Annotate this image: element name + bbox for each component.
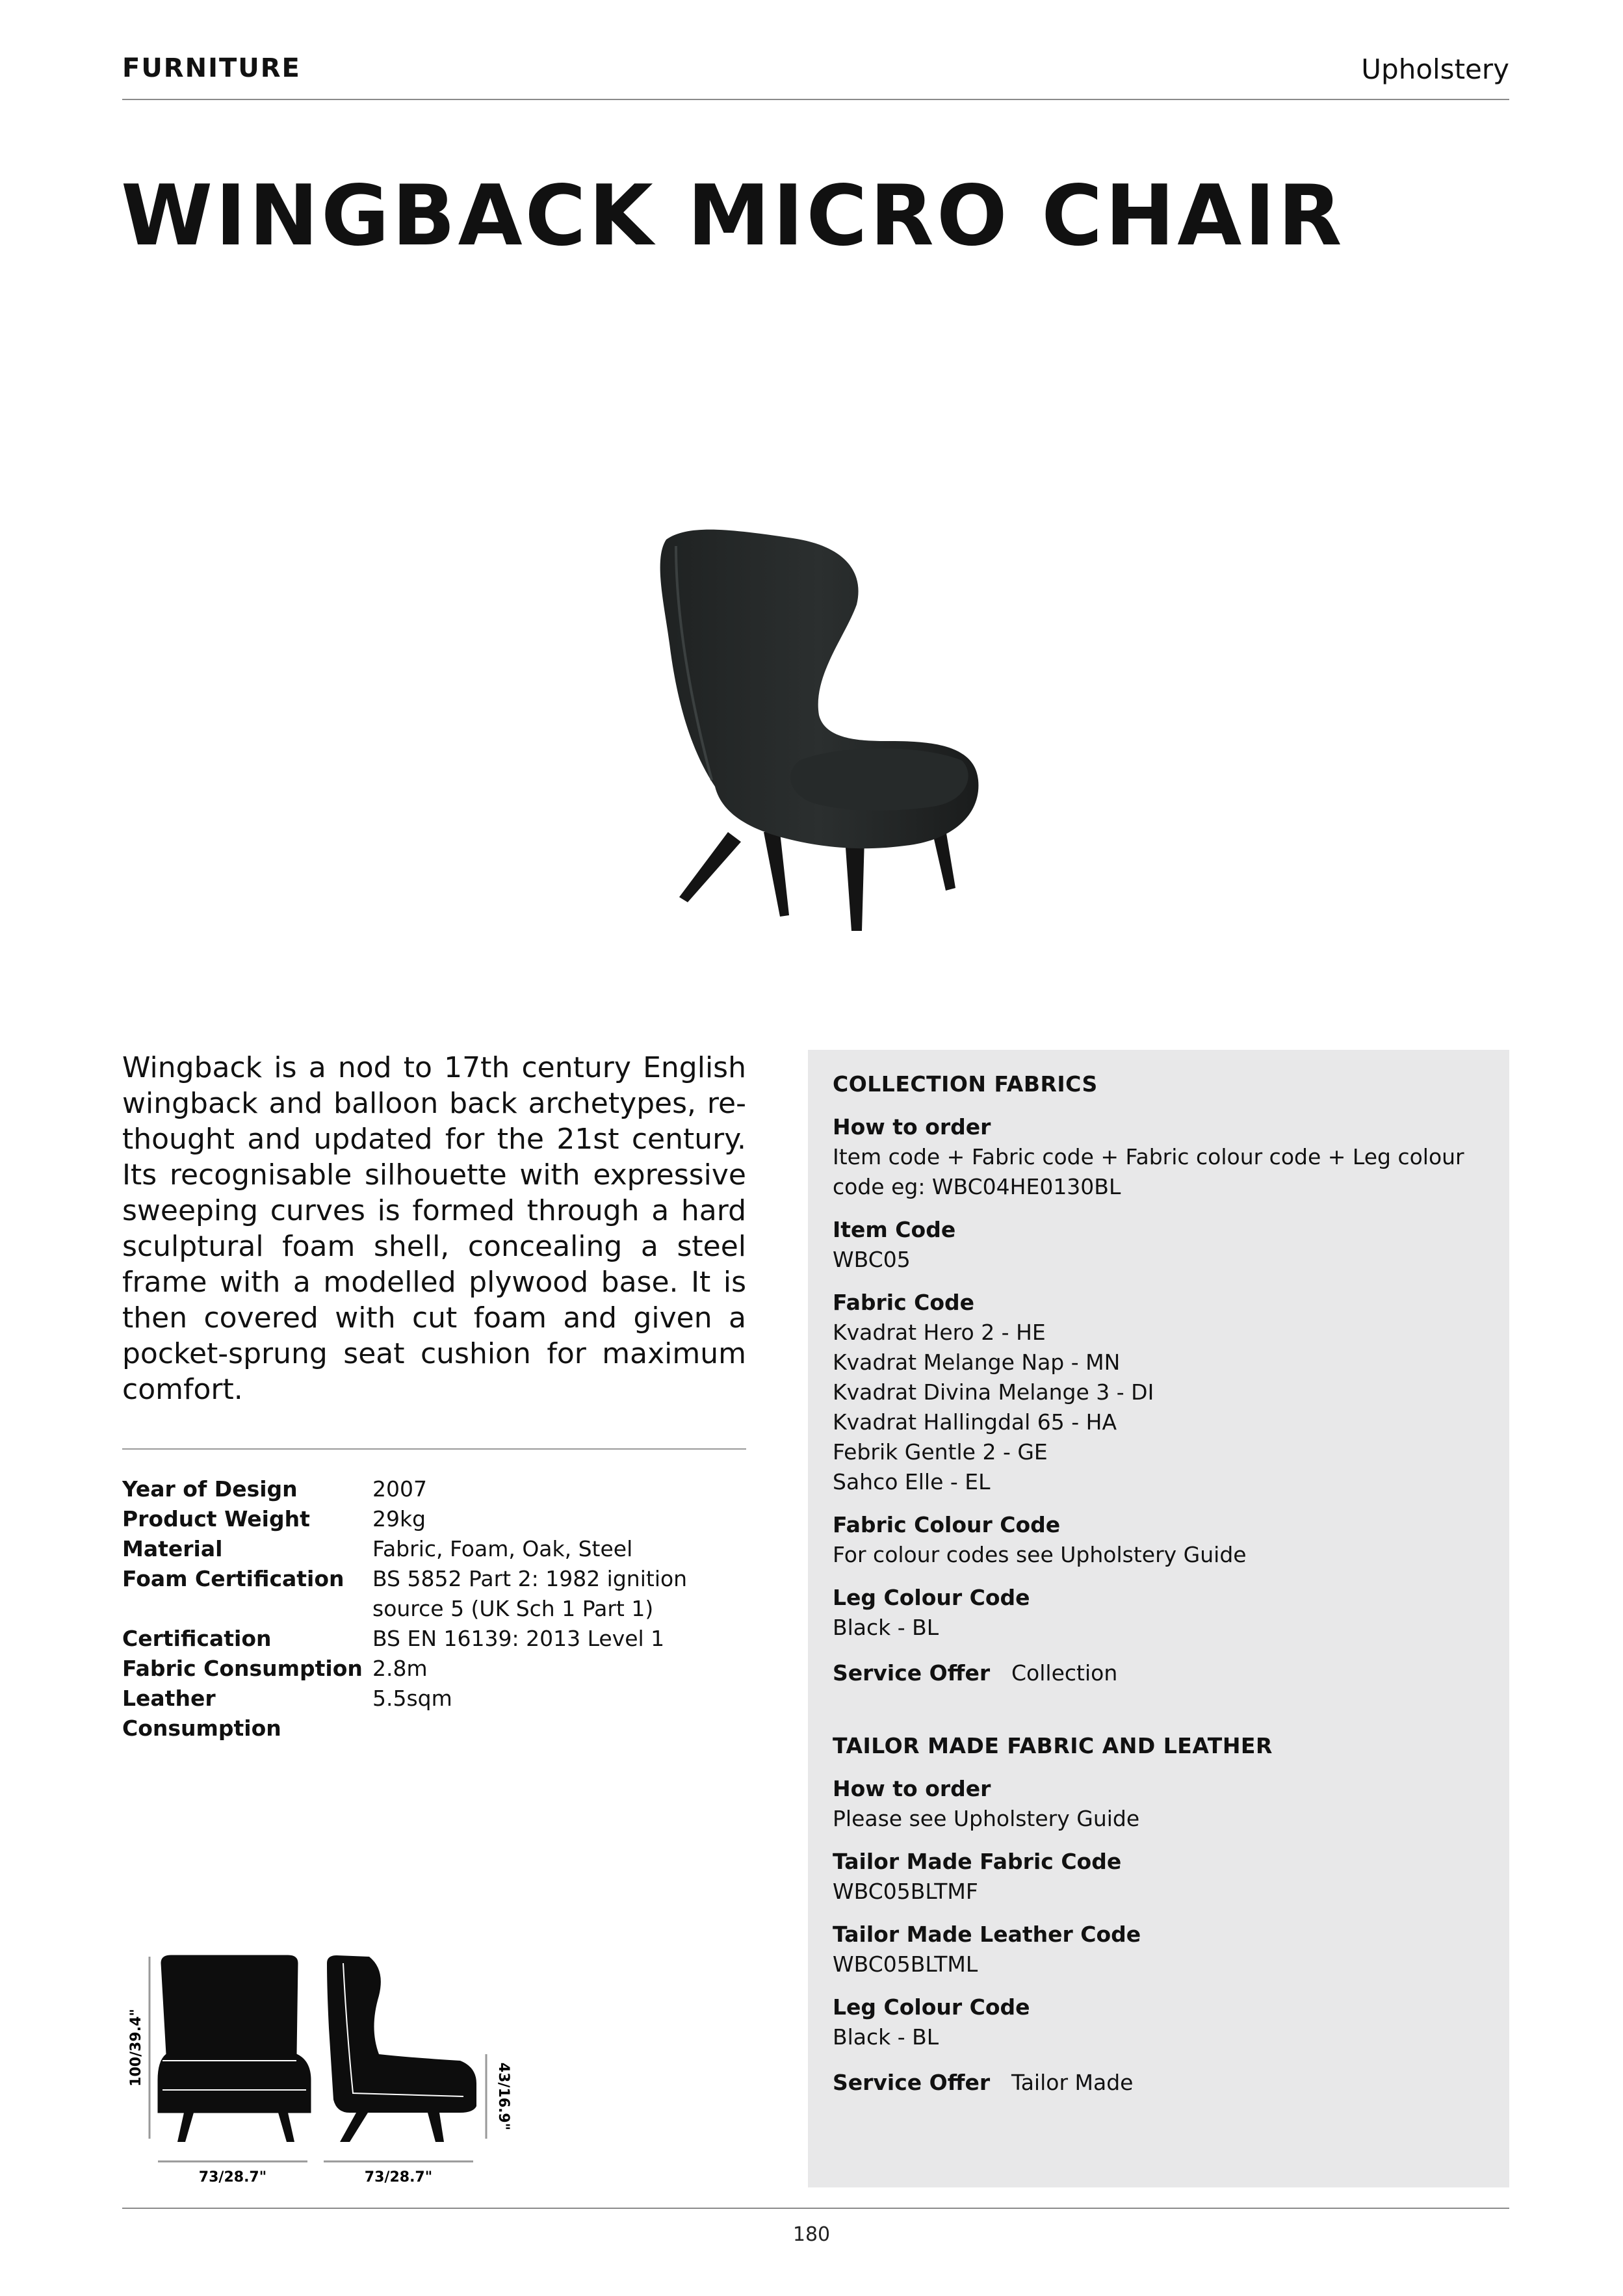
- dimension-drawing: [122, 1950, 525, 2184]
- spec-row: [122, 1564, 746, 1624]
- fabric-code-item: Sahco Elle - EL: [833, 1469, 991, 1494]
- section-label: FURNITURE: [122, 53, 301, 83]
- tailor-leather-code-value: WBC05BLTML: [833, 1951, 978, 1977]
- spec-label: Year of Design: [122, 1476, 298, 1502]
- side-width-label: 73/28.7": [364, 2169, 433, 2184]
- spec-row: [122, 1474, 746, 1504]
- leg-colour-value: Black - BL: [833, 2024, 939, 2050]
- front-view-icon: [158, 1955, 311, 2113]
- tailor-leg-colour-block: [833, 1992, 1485, 2052]
- leg-colour-value: Black - BL: [833, 1615, 939, 1640]
- spec-label: Material: [122, 1536, 223, 1561]
- front-height-label: 100/39.4": [128, 2009, 144, 2087]
- spec-value: BS 5852 Part 2: 1982 ignition source 5 (UK Sch 1 Part 1): [372, 1566, 688, 1621]
- tailor-fabric-code-label: Tailor Made Fabric Code: [833, 1849, 1122, 1874]
- how-to-order-label: How to order: [833, 1114, 991, 1140]
- spec-label: Certification: [122, 1626, 272, 1651]
- front-width-label: 73/28.7": [198, 2169, 267, 2184]
- service-offer-row: [833, 2068, 1485, 2098]
- seat-height-label: 43/16.9": [495, 2062, 512, 2131]
- spec-label: Fabric Consumption: [122, 1656, 363, 1681]
- spec-row: [122, 1504, 746, 1534]
- footer-divider: [122, 2208, 1509, 2209]
- spec-row: [122, 1534, 746, 1564]
- side-view-icon: [327, 1955, 476, 2113]
- spec-value: Fabric, Foam, Oak, Steel: [372, 1536, 633, 1561]
- leg-colour-label: Leg Colour Code: [833, 1994, 1030, 2020]
- spec-value: 5.5sqm: [372, 1686, 452, 1711]
- spec-table: [122, 1474, 746, 1743]
- leg-colour-label: Leg Colour Code: [833, 1585, 1030, 1610]
- fabric-code-item: Febrik Gentle 2 - GE: [833, 1439, 1048, 1465]
- spec-row: [122, 1624, 746, 1654]
- service-offer-row: [833, 1658, 1485, 1688]
- fabric-colour-block: [833, 1510, 1485, 1570]
- tailor-how-to-order: [833, 1774, 1485, 1834]
- service-offer-value: Tailor Made: [1011, 2070, 1134, 2095]
- chair-product-image: [650, 527, 988, 949]
- tailor-fabric-code-block: [833, 1847, 1485, 1907]
- fabric-code-item: Kvadrat Hero 2 - HE: [833, 1320, 1046, 1345]
- page-title: WINGBACK MICRO CHAIR: [121, 168, 1345, 265]
- spec-label: Foam Certification: [122, 1566, 344, 1591]
- service-offer-label: Service Offer: [833, 1660, 991, 1686]
- spec-row: [122, 1684, 746, 1743]
- fabric-code-item: Kvadrat Divina Melange 3 - DI: [833, 1379, 1154, 1405]
- fabric-colour-text: For colour codes see Upholstery Guide: [833, 1542, 1247, 1567]
- spec-value: 2.8m: [372, 1656, 428, 1681]
- page-number: 180: [792, 2223, 831, 2246]
- fabric-code-block: [833, 1288, 1485, 1497]
- fabric-colour-label: Fabric Colour Code: [833, 1512, 1061, 1537]
- service-offer-value: Collection: [1011, 1660, 1118, 1686]
- tailor-leather-code-block: [833, 1920, 1485, 1979]
- service-offer-label: Service Offer: [833, 2070, 991, 2095]
- spec-value: 2007: [372, 1476, 427, 1502]
- tailor-leather-code-label: Tailor Made Leather Code: [833, 1922, 1141, 1947]
- tailor-fabric-code-value: WBC05BLTMF: [833, 1879, 978, 1904]
- category-label: Upholstery: [1361, 53, 1509, 85]
- fabric-code-item: Kvadrat Melange Nap - MN: [833, 1350, 1121, 1375]
- spec-row: [122, 1654, 746, 1684]
- product-description: Wingback is a nod to 17th century English wingback and balloon back archetypes, re-thought and updated for the 21st century. Its recognisable silhouette with expressive sweeping curves is formed through a hard sculptural foam shell, concealing a steel frame with a modelled plywood base. It is then covered with cut foam and given a pocket-sprung seat cushion for maximum comfort.: [122, 1051, 746, 1406]
- spec-value: BS EN 16139: 2013 Level 1: [372, 1626, 665, 1651]
- spec-value: 29kg: [372, 1506, 426, 1532]
- item-code-label: Item Code: [833, 1217, 956, 1242]
- how-to-order-label: How to order: [833, 1776, 991, 1801]
- leg-colour-block: [833, 1583, 1485, 1643]
- how-to-order-text: code eg: WBC04HE0130BL: [833, 1174, 1121, 1199]
- spec-label: Product Weight: [122, 1506, 310, 1532]
- ordering-panel: [808, 1050, 1509, 2187]
- page-header: [122, 51, 1509, 100]
- fabric-code-item: Kvadrat Hallingdal 65 - HA: [833, 1409, 1117, 1435]
- divider: [122, 1448, 746, 1450]
- tailor-heading: TAILOR MADE FABRIC AND LEATHER: [833, 1733, 1273, 1758]
- fabric-code-label: Fabric Code: [833, 1290, 975, 1315]
- collection-how-to-order: [833, 1112, 1485, 1202]
- how-to-order-text: Item code + Fabric code + Fabric colour code + Leg colour: [833, 1144, 1464, 1169]
- collection-heading: COLLECTION FABRICS: [833, 1071, 1098, 1097]
- how-to-order-text: Please see Upholstery Guide: [833, 1806, 1140, 1831]
- spec-label: Leather Consumption: [122, 1686, 281, 1741]
- item-code-value: WBC05: [833, 1247, 911, 1272]
- item-code-block: [833, 1215, 1485, 1275]
